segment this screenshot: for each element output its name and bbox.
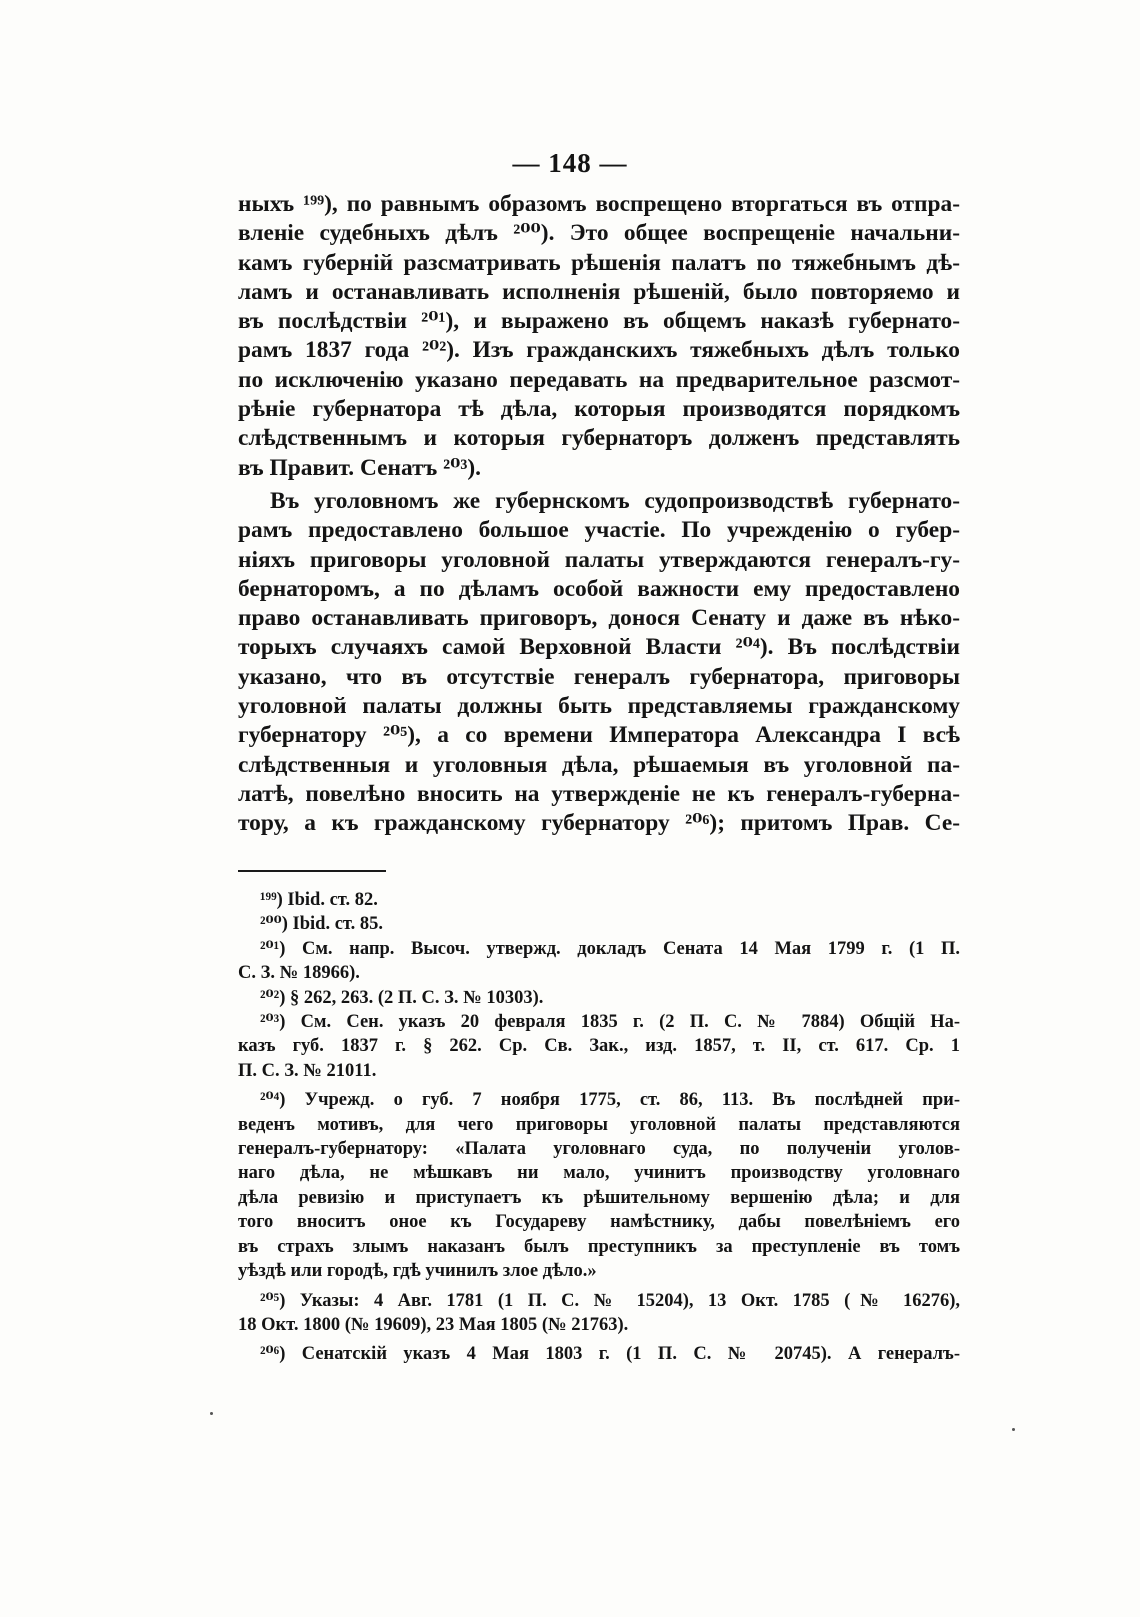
footnote-199 <box>238 888 960 912</box>
text-line: Въ уголовномъ же губернскомъ судопроизводствѣ губернато- <box>270 487 960 514</box>
footnote-line: 18 Окт. 1800 (№ 19609), 23 Мая 1805 (№ 21763). <box>238 1314 629 1335</box>
footnote-line: въ страхъ злымъ наказанъ былъ преступникъ за преступленіе въ томъ <box>238 1236 960 1257</box>
footnote-200 <box>238 912 960 936</box>
footnote-line: ²⁰⁵) Указы: 4 Авг. 1781 (1 П. С. № 15204), 13 Окт. 1785 (№ 16276), <box>260 1290 960 1311</box>
text-line: слѣдственныя и уголовныя дѣла, рѣшаемыя въ уголовной па- <box>238 751 960 778</box>
footnote-206 <box>238 1342 960 1366</box>
main-text <box>238 190 960 839</box>
page-number: — 148 — <box>512 148 628 178</box>
footnote-204 <box>238 1088 960 1283</box>
text-line: торыхъ случаяхъ самой Верховной Власти ²⁰⁴). Въ послѣдствіи <box>238 634 960 661</box>
footnote-line: веденъ мотивъ, для чего приговоры уголовной палаты представляются <box>238 1114 960 1135</box>
text-line: по исключенію указано передавать на предварительное разсмот- <box>238 366 960 393</box>
footnote-line: ²⁰⁶) Сенатскій указъ 4 Мая 1803 г. (1 П. С. № 20745). А генералъ- <box>260 1344 960 1365</box>
footnote-line: ²⁰⁰) Ibid. ст. 85. <box>260 914 383 935</box>
text-line: латѣ, повелѣно вносить на утвержденіе не къ генералъ-губерна- <box>238 780 960 807</box>
footnote-line: ²⁰²) § 262, 263. (2 П. С. З. № 10303). <box>260 987 544 1008</box>
text-line: рамъ 1837 года ²⁰²). Изъ гражданскихъ тяжебныхъ дѣлъ только <box>238 337 960 364</box>
footnote-divider <box>238 870 386 872</box>
text-line: слѣдственнымъ и которыя губернаторъ долженъ представлять <box>238 425 960 452</box>
text-line: бернаторомъ, а по дѣламъ особой важности ему предоставлено <box>238 575 960 602</box>
footnote-202 <box>238 986 960 1010</box>
text-line: ныхъ ¹⁹⁹), по равнымъ образомъ воспрещено вторгаться въ отпра- <box>238 191 960 217</box>
text-line: въ Правит. Сенатъ ²⁰³). <box>238 454 481 481</box>
text-line: право останавливать приговоръ, донося Сенату и даже въ нѣко- <box>238 605 960 632</box>
text-line: уголовной палаты должны быть представляемы гражданскому <box>238 693 960 720</box>
footnotes <box>238 888 960 1367</box>
footnote-line: наго дѣла, не мѣшкавъ ни мало, учинитъ производству уголовнаго <box>238 1163 960 1184</box>
text-line: въ послѣдствіи ²⁰¹), и выражено въ общемъ наказѣ губернато- <box>238 308 960 335</box>
footnote-line: генералъ-губернатору: «Палата уголовнаго суда, по полученіи уголов- <box>238 1139 960 1160</box>
scan-speck <box>1012 1428 1015 1431</box>
footnote-line: ²⁰¹) См. напр. Высоч. утвержд. докладъ Сената 14 Мая 1799 г. (1 П. <box>260 938 960 959</box>
footnote-line: ¹⁹⁹) Ibid. ст. 82. <box>260 890 378 910</box>
footnote-line: казъ губ. 1837 г. § 262. Ср. Св. Зак., изд. 1857, т. II, ст. 617. Ср. 1 <box>238 1036 960 1057</box>
scan-speck <box>210 1412 213 1415</box>
footnote-205 <box>238 1289 960 1338</box>
paragraph-2 <box>238 487 960 839</box>
text-line: указано, что въ отсутствіе генералъ губернатора, приговоры <box>238 663 960 690</box>
footnote-line: ²⁰³) См. Сен. указъ 20 февраля 1835 г. (2 П. С. № 7884) Общій На- <box>260 1012 960 1033</box>
text-line: губернатору ²⁰⁵), а со времени Императора Александра I всѣ <box>238 722 960 749</box>
paragraph-1 <box>238 190 960 483</box>
footnote-line: уѣздѣ или городѣ, гдѣ учинилъ злое дѣло.» <box>238 1261 597 1282</box>
text-line: рѣніе губернатора тѣ дѣла, которыя производятся порядкомъ <box>238 396 960 423</box>
footnote-201 <box>238 937 960 986</box>
footnote-203 <box>238 1010 960 1083</box>
text-line: ламъ и останавливать исполненія рѣшеній, было повторяемо и <box>238 278 960 305</box>
footnote-line: того вноситъ оное къ Государеву намѣстнику, дабы повелѣніемъ его <box>238 1212 960 1233</box>
footnote-line: дѣла ревизію и приступаетъ къ рѣшительному вершенію дѣла; и для <box>238 1187 960 1208</box>
text-line: вленіе судебныхъ дѣлъ ²⁰⁰). Это общее воспрещеніе начальни- <box>238 220 960 247</box>
text-line: ніяхъ приговоры уголовной палаты утверждаются генералъ-гу- <box>238 546 960 573</box>
footnote-line: ²⁰⁴) Учрежд. о губ. 7 ноября 1775, ст. 86, 113. Въ послѣдней при- <box>260 1090 960 1111</box>
text-line: тору, а къ гражданскому губернатору ²⁰⁶); притомъ Прав. Се- <box>238 810 960 837</box>
footnote-line: П. С. З. № 21011. <box>238 1060 377 1081</box>
text-line: камъ губерній разсматривать рѣшенія палатъ по тяжебнымъ дѣ- <box>238 249 960 276</box>
text-line: рамъ предоставлено большое участіе. По учрежденію о губер- <box>238 517 960 544</box>
footnote-line: С. З. № 18966). <box>238 963 360 984</box>
